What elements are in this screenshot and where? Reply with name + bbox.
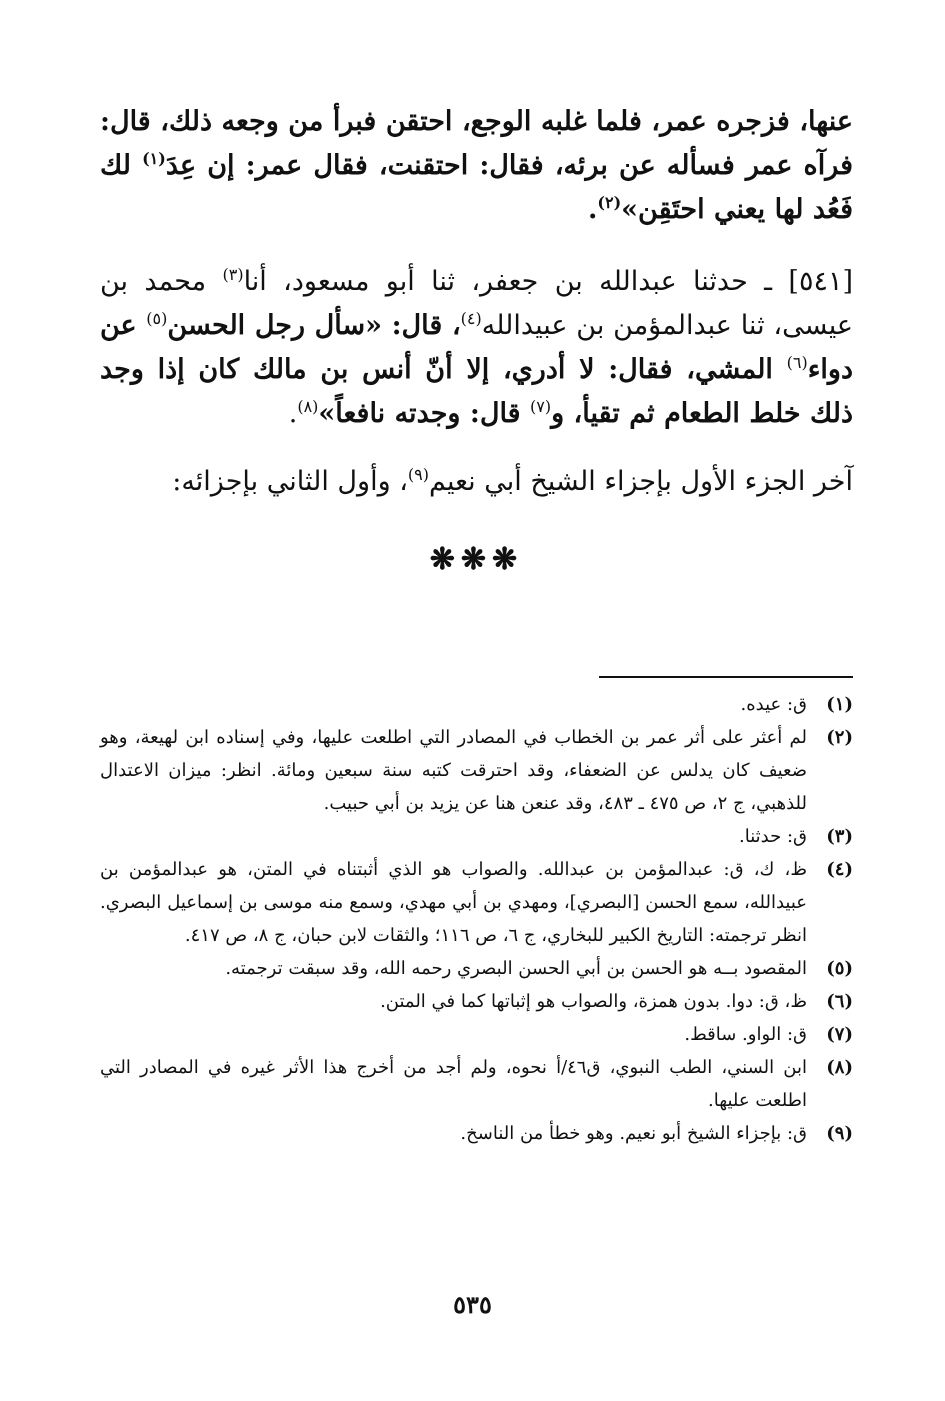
footnotes — [100, 688, 853, 1150]
footnote-text: لم أعثر على أثر عمر بن الخطاب في المصادر التي اطلعت عليها، وفي إسناده ابن لهيعة، وهو ضعيف كان يدلس عن الضعفاء، وقد احترقت كتبه سنة سبعين ومائة. انظر: ميزان الاعتدال للذهبي، ج ٢، ص ٤٧٥ ـ ٤٨٣، وقد عنعن هنا عن يزيد بن أبي حبيب. — [100, 727, 807, 814]
footnote-ref[interactable]: (١) — [142, 149, 166, 168]
section-divider-stars: ❋❋❋ — [429, 542, 524, 577]
text-run: آخر الجزء الأول بإجزاء الشيخ أبي نعيم — [429, 466, 853, 497]
footnote-number: (٨) — [826, 1057, 853, 1078]
footnote-ref[interactable]: (٧) — [530, 397, 552, 416]
text-run: ، قال: «سأل رجل الحسن — [167, 310, 461, 341]
footnote-number: (٢) — [826, 727, 853, 748]
page-number: ٥٣٥ — [453, 1290, 492, 1319]
footnote — [100, 688, 853, 721]
footnote — [100, 721, 853, 820]
footnote-ref[interactable]: (٨) — [297, 397, 319, 416]
text-run: . — [288, 398, 298, 429]
text-run: محمد بن عيسى، ثنا عبدالمؤمن بن عبيدالله — [100, 266, 853, 341]
paragraph-541 — [100, 260, 853, 436]
footnote-text: ظ، ك، ق: عبدالمؤمن بن عبدالله. والصواب هو الذي أثبتناه في المتن، هو عبدالمؤمن بن عبيدالله، سمع الحسن [البصري]، ومهدي بن أبي مهدي، وسمع منه موسى بن إسماعيل البصري. انظر ترجمته: التاريخ الكبير للبخاري، ج ٦، ص ١١٦؛ والثقات لابن حبان، ج ٨، ص ٤١٧. — [100, 859, 807, 946]
footnote — [100, 1018, 853, 1051]
footnote-text: ق: بإجزاء الشيخ أبو نعيم. وهو خطأ من الناسخ. — [460, 1123, 807, 1144]
footnote-separator — [599, 676, 853, 678]
footnote — [100, 985, 853, 1018]
text-run: . — [588, 194, 598, 225]
footnote-text: ظ، ق: دوا. بدون همزة، والصواب هو إثباتها كما في المتن. — [380, 991, 807, 1012]
footnote-text: المقصود بــه هو الحسن بن أبي الحسن البصري رحمه الله، وقد سبقت ترجمته. — [225, 958, 807, 979]
paragraph-1 — [100, 100, 853, 232]
footnote — [100, 820, 853, 853]
footnote — [100, 1051, 853, 1117]
footnote-ref[interactable]: (٥) — [146, 309, 168, 328]
footnote-ref[interactable]: (٦) — [786, 353, 808, 372]
footnote-text: ق: حدثنا. — [739, 826, 807, 847]
text-run: المشي، فقال: لا أدري، إلا أنّ أنس بن مالك كان إذا وجد ذلك خلط الطعام ثم تقيأ، و — [100, 354, 853, 429]
footnote — [100, 952, 853, 985]
footnote-number: (٩) — [826, 1123, 853, 1144]
footnote-number: (١) — [826, 694, 853, 715]
footnote — [100, 1117, 853, 1150]
footnote-ref[interactable]: (٢) — [597, 193, 622, 212]
text-run: لك فَعُد لها يعني احتَقِن» — [100, 150, 853, 225]
text-run: ، وأول الثاني بإجزائه: — [172, 466, 408, 497]
footnote-text: ق: عيده. — [740, 694, 807, 715]
footnote-number: (٣) — [826, 826, 853, 847]
footnote-ref[interactable]: (٩) — [407, 465, 430, 484]
text-run: [٥٤١] ـ حدثنا عبدالله بن جعفر، ثنا أبو مسعود، أنا — [243, 266, 854, 297]
footnote-number: (٧) — [826, 1024, 853, 1045]
footnote-text: ق: الواو. ساقط. — [684, 1024, 807, 1045]
footnote-number: (٤) — [826, 859, 853, 880]
paragraph-end-of-part — [100, 460, 853, 504]
footnote-number: (٦) — [826, 991, 853, 1012]
footnote-text: ابن السني، الطب النبوي، ق٤٦/أ نحوه، ولم أجد من أخرج هذا الأثر غيره في المصادر التي اطلعت عليها. — [100, 1057, 807, 1111]
footnote — [100, 853, 853, 952]
text-run: عن دواء — [100, 310, 853, 385]
text-run: قال: وجدته نافعاً» — [318, 398, 530, 429]
footnote-ref[interactable]: (٣) — [222, 265, 244, 284]
footnote-ref[interactable]: (٤) — [460, 309, 482, 328]
main-text — [100, 100, 853, 577]
footnote-number: (٥) — [826, 958, 853, 979]
text-run: عنها، فزجره عمر، فلما غلبه الوجع، احتقن فبرأ من وجعه ذلك، قال: فرآه عمر فسأله عن برئه، فقال: احتقنت، فقال عمر: إن عِدَ — [100, 106, 853, 181]
